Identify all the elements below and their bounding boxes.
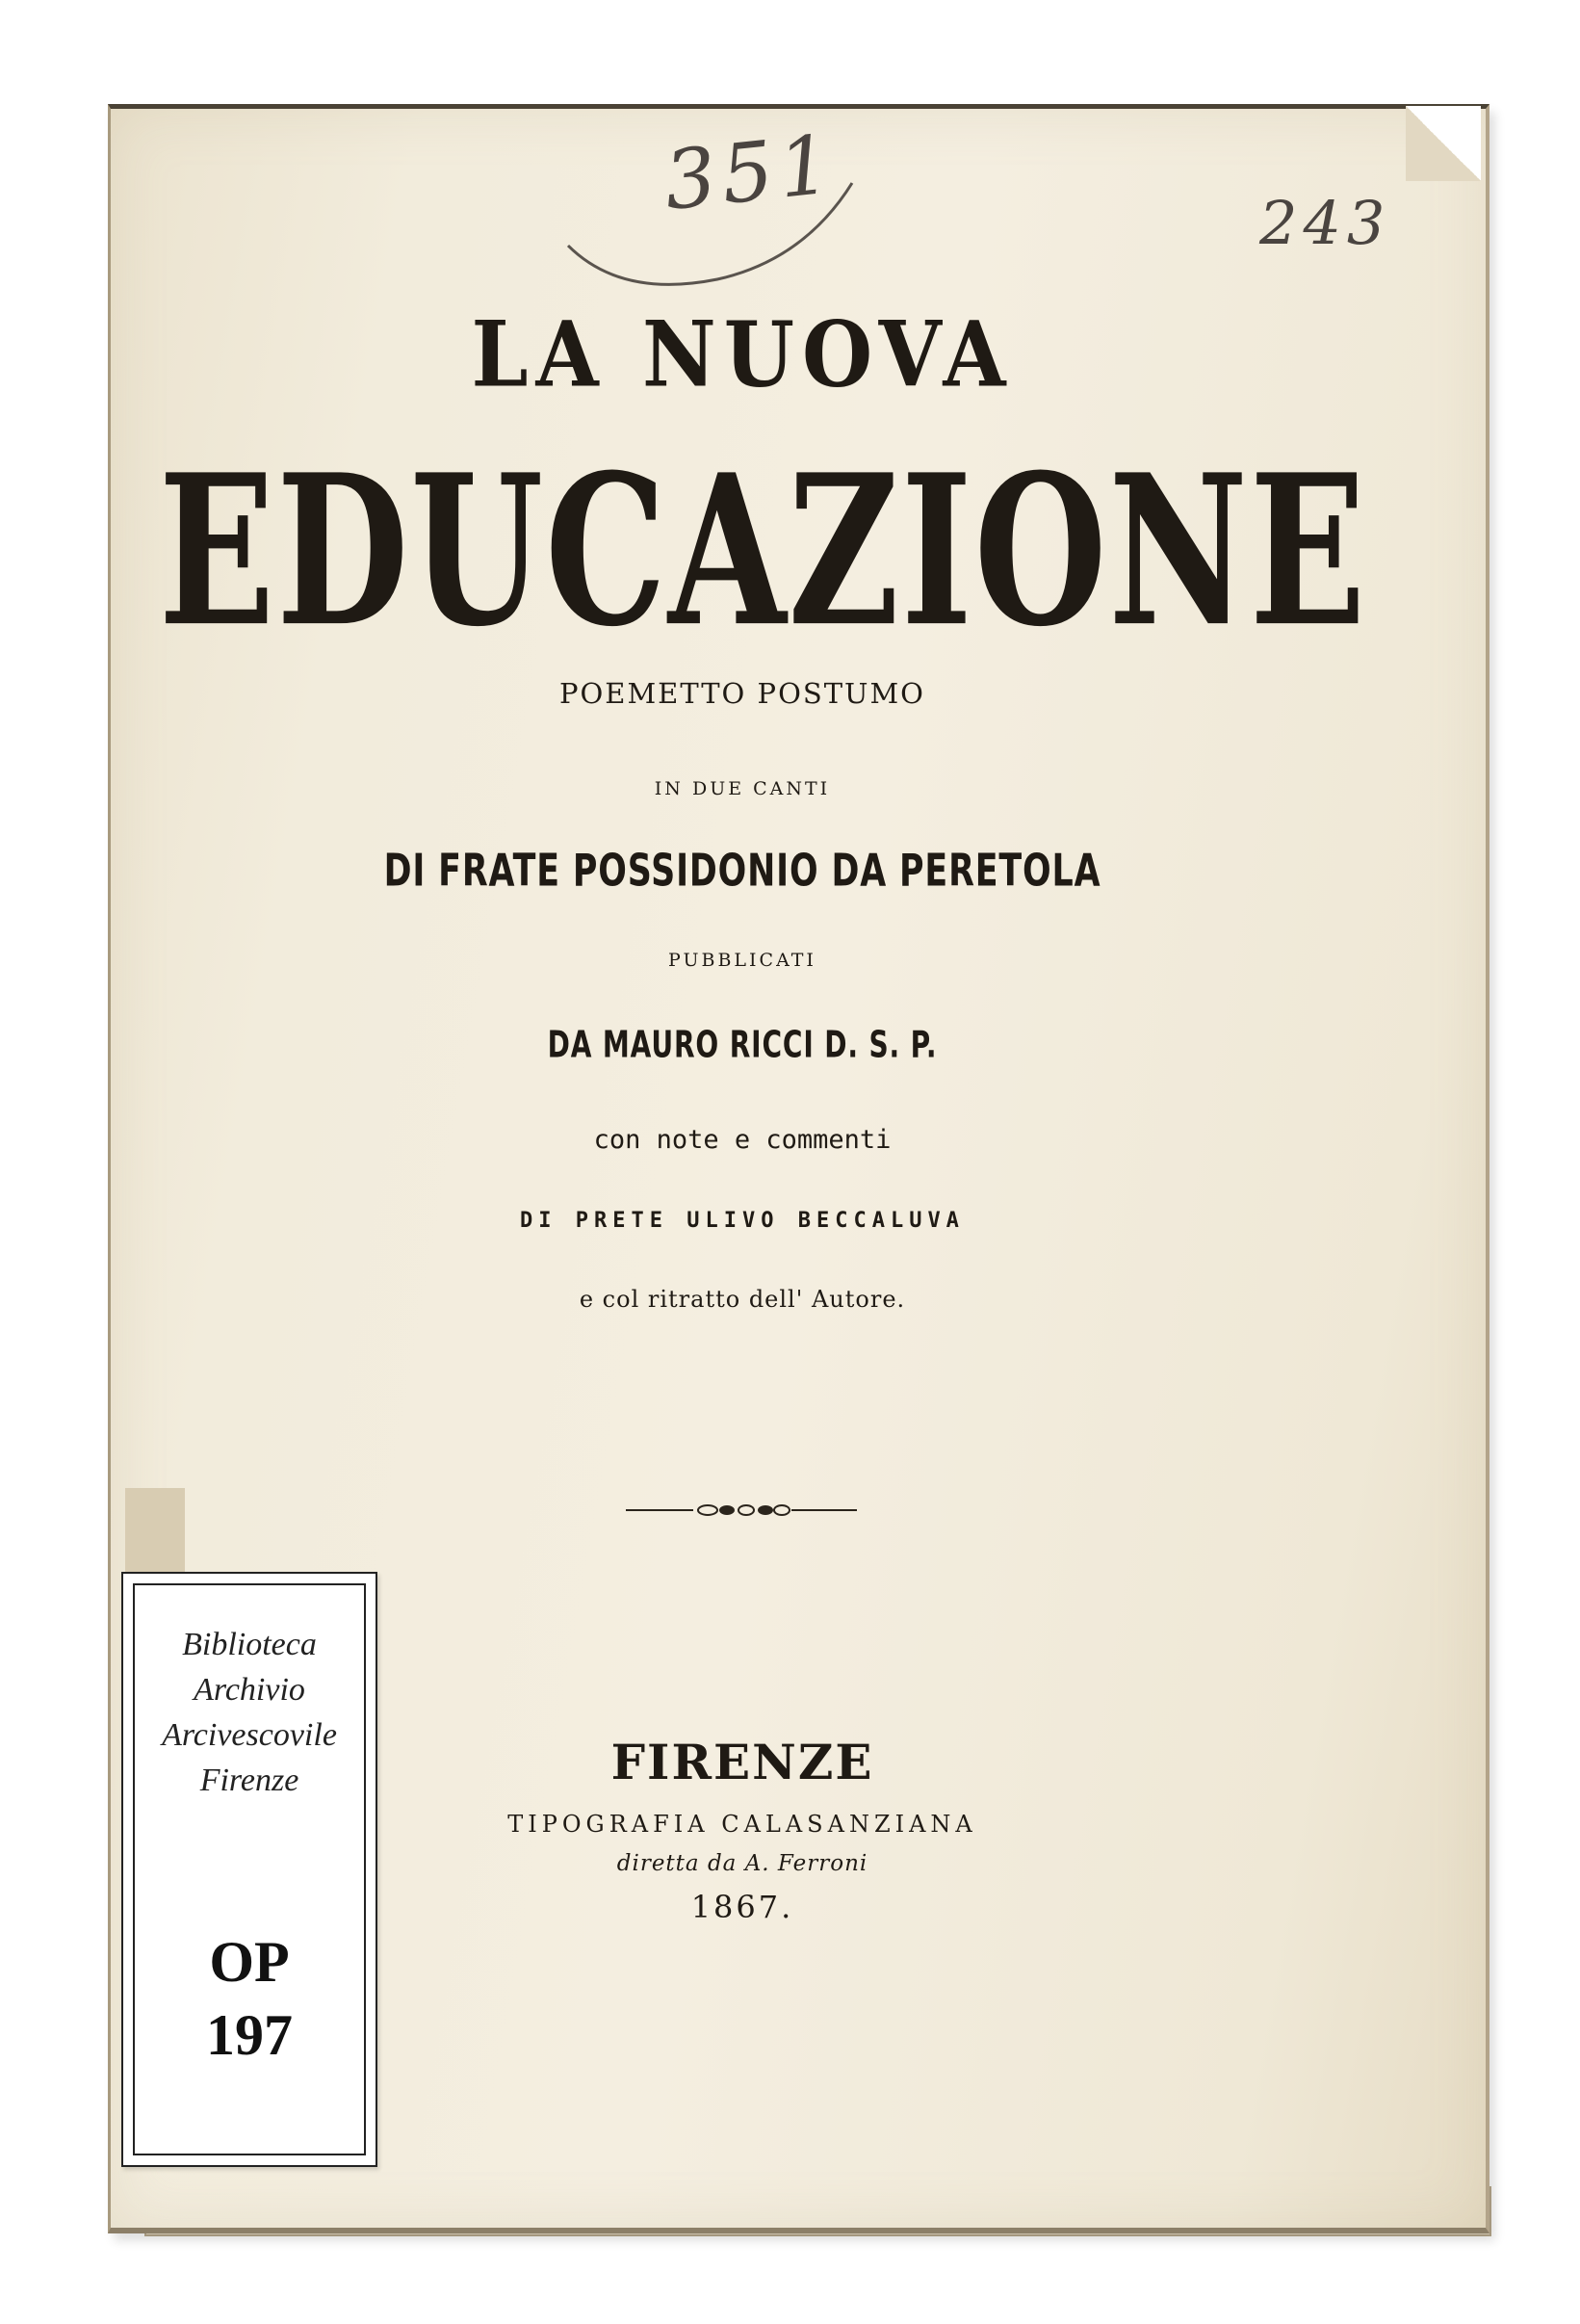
library-label	[121, 1572, 377, 2167]
notes-line: con note e commenti	[593, 1125, 892, 1155]
director-line: diretta da A. Ferroni	[616, 1851, 868, 1876]
printer-line: TIPOGRAFIA CALASANZIANA	[507, 1811, 977, 1838]
label-tape-strip	[125, 1488, 185, 1575]
library-name	[123, 1622, 376, 1803]
commentator-line: DI PRETE ULIVO BECCALUVA	[520, 1209, 965, 1233]
author-line: DI FRATE POSSIDONIO DA PERETOLA	[383, 845, 1101, 897]
year-line: 1867.	[690, 1889, 794, 1925]
folded-corner	[1406, 106, 1481, 181]
library-name-line: Archivio	[194, 1672, 305, 1708]
published-line: PUBBLICATI	[668, 950, 816, 971]
ornamental-divider	[626, 1499, 857, 1522]
shelf-mark-line: OP	[209, 1930, 290, 1994]
city-line: FIRENZE	[610, 1734, 874, 1790]
library-name-line: Arcivescovile	[162, 1717, 337, 1753]
library-name-line: Firenze	[199, 1763, 299, 1798]
cantos-line: IN DUE CANTI	[654, 778, 831, 799]
handwritten-number-2: 243	[1259, 188, 1391, 258]
shelf-mark-line: 197	[206, 2003, 293, 2067]
shelf-mark	[123, 1925, 376, 2072]
editor-line: DA MAURO RICCI D. S. P.	[547, 1023, 938, 1066]
title-line-2: EDUCAZIONE	[158, 428, 1368, 673]
portrait-line: e col ritratto dell' Autore.	[579, 1286, 906, 1313]
title-line-1: LA NUOVA	[471, 300, 1014, 407]
subtitle: POEMETTO POSTUMO	[559, 677, 925, 710]
handwritten-number-1: 351	[660, 116, 841, 229]
library-name-line: Biblioteca	[182, 1627, 317, 1662]
